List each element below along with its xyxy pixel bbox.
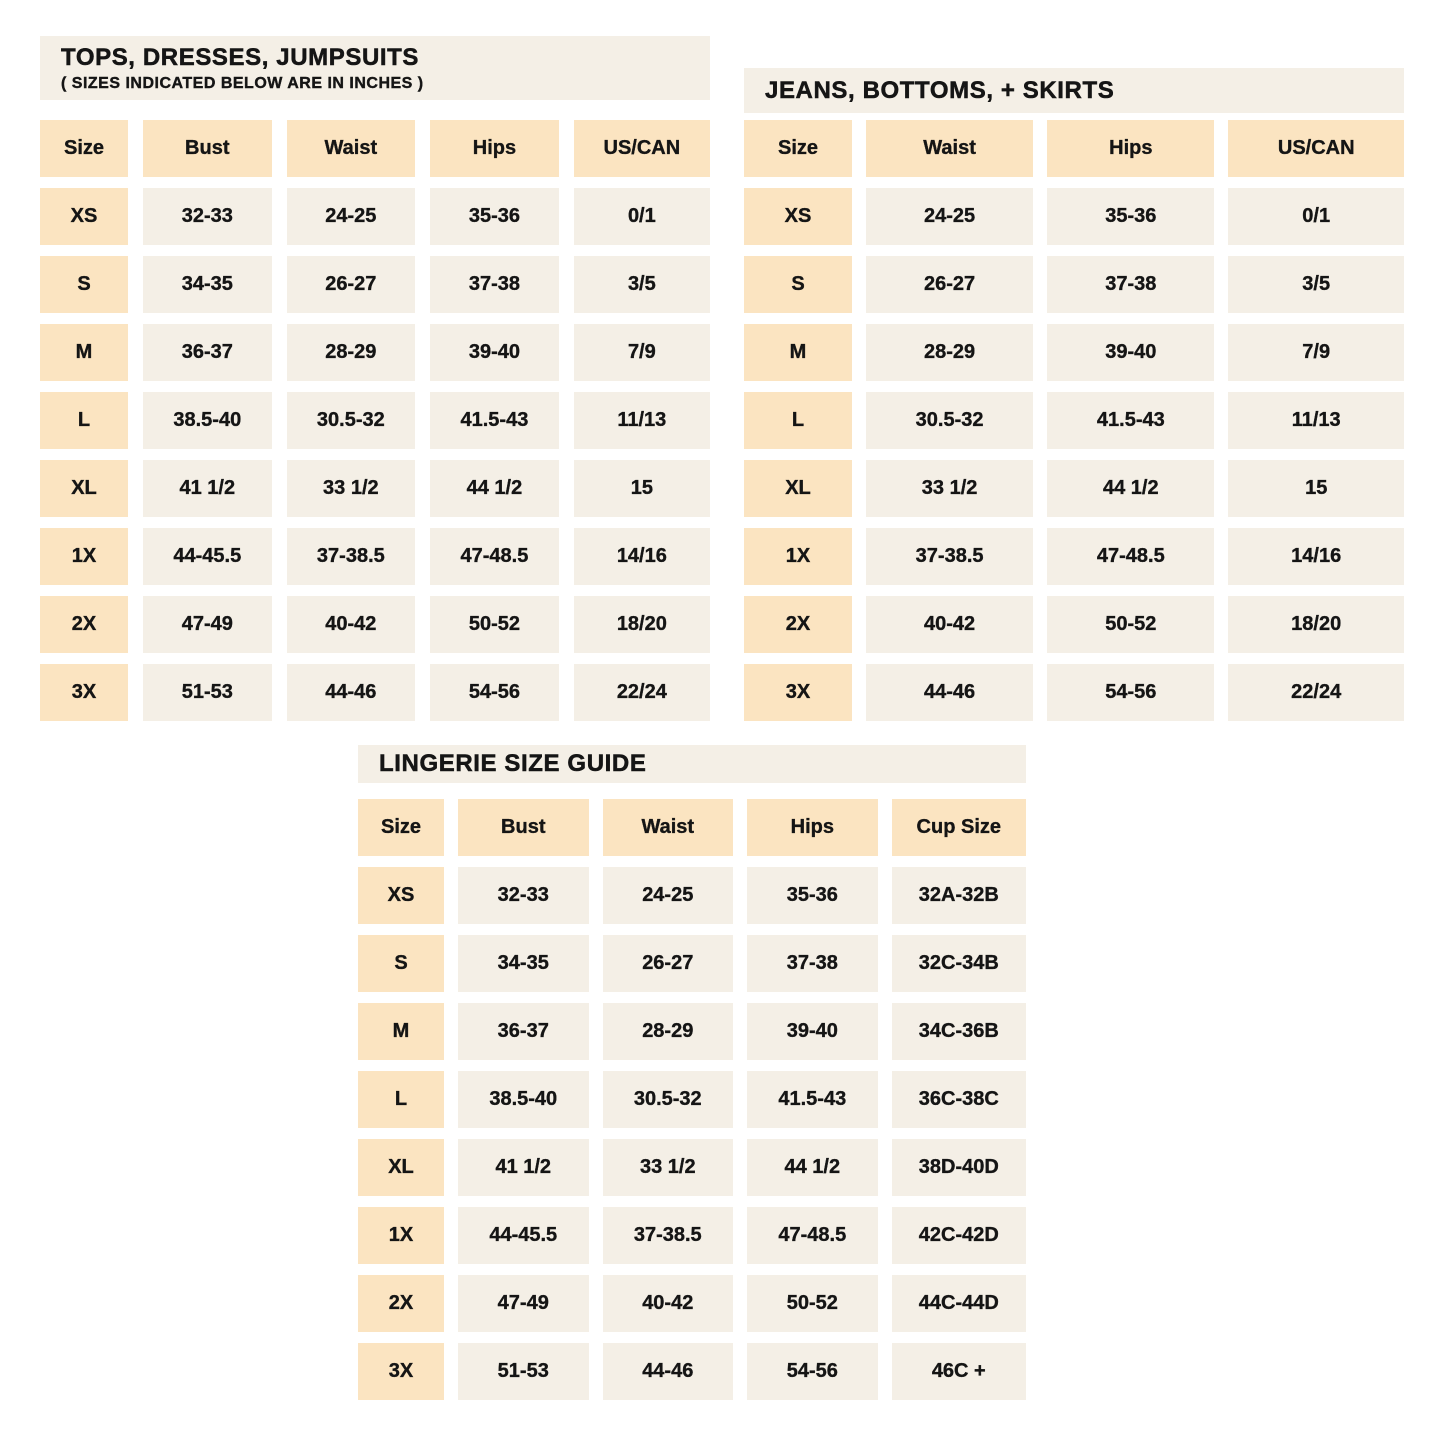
measurement-cell: 44 1/2 xyxy=(747,1139,878,1196)
measurement-cell: 41 1/2 xyxy=(458,1139,589,1196)
measurement-cell: 54-56 xyxy=(747,1343,878,1400)
measurement-cell: 50-52 xyxy=(430,596,559,653)
measurement-cell: 40-42 xyxy=(287,596,416,653)
measurement-cell: 38.5-40 xyxy=(143,392,272,449)
size-label-cell: XS xyxy=(358,867,444,924)
measurement-cell: 0/1 xyxy=(1228,188,1404,245)
lingerie-table-title: LINGERIE SIZE GUIDE xyxy=(379,750,647,777)
size-label-cell: 2X xyxy=(744,596,852,653)
size-label-cell: 2X xyxy=(40,596,128,653)
measurement-cell: 37-38 xyxy=(1047,256,1214,313)
size-label-cell: M xyxy=(744,324,852,381)
measurement-cell: 34C-36B xyxy=(892,1003,1026,1060)
size-label-cell: M xyxy=(40,324,128,381)
size-label-cell: 1X xyxy=(40,528,128,585)
tops-table-grid xyxy=(40,120,710,721)
measurement-cell: 37-38.5 xyxy=(287,528,416,585)
measurement-cell: 7/9 xyxy=(1228,324,1404,381)
tops-table-subtitle: ( SIZES INDICATED BELOW ARE IN INCHES ) xyxy=(61,74,424,92)
measurement-cell: 33 1/2 xyxy=(287,460,416,517)
measurement-cell: 40-42 xyxy=(603,1275,734,1332)
column-header: Bust xyxy=(458,799,589,856)
column-header: US/CAN xyxy=(574,120,710,177)
measurement-cell: 44C-44D xyxy=(892,1275,1026,1332)
size-label-cell: XL xyxy=(358,1139,444,1196)
column-header: Size xyxy=(744,120,852,177)
measurement-cell: 44-45.5 xyxy=(143,528,272,585)
measurement-cell: 35-36 xyxy=(747,867,878,924)
size-label-cell: 1X xyxy=(358,1207,444,1264)
measurement-cell: 54-56 xyxy=(430,664,559,721)
measurement-cell: 3/5 xyxy=(574,256,710,313)
measurement-cell: 37-38.5 xyxy=(866,528,1033,585)
measurement-cell: 18/20 xyxy=(1228,596,1404,653)
measurement-cell: 41.5-43 xyxy=(747,1071,878,1128)
size-label-cell: 3X xyxy=(358,1343,444,1400)
measurement-cell: 15 xyxy=(1228,460,1404,517)
measurement-cell: 38D-40D xyxy=(892,1139,1026,1196)
measurement-cell: 33 1/2 xyxy=(866,460,1033,517)
measurement-cell: 47-48.5 xyxy=(430,528,559,585)
measurement-cell: 15 xyxy=(574,460,710,517)
measurement-cell: 39-40 xyxy=(747,1003,878,1060)
measurement-cell: 34-35 xyxy=(143,256,272,313)
measurement-cell: 50-52 xyxy=(1047,596,1214,653)
measurement-cell: 26-27 xyxy=(603,935,734,992)
jeans-size-table xyxy=(744,68,1404,721)
measurement-cell: 41 1/2 xyxy=(143,460,272,517)
measurement-cell: 22/24 xyxy=(1228,664,1404,721)
column-header: US/CAN xyxy=(1228,120,1404,177)
measurement-cell: 47-48.5 xyxy=(747,1207,878,1264)
column-header: Hips xyxy=(1047,120,1214,177)
measurement-cell: 35-36 xyxy=(430,188,559,245)
size-label-cell: M xyxy=(358,1003,444,1060)
measurement-cell: 30.5-32 xyxy=(603,1071,734,1128)
measurement-cell: 36-37 xyxy=(143,324,272,381)
size-label-cell: 3X xyxy=(744,664,852,721)
tops-table-title-banner xyxy=(40,36,710,100)
size-label-cell: L xyxy=(40,392,128,449)
size-label-cell: 2X xyxy=(358,1275,444,1332)
measurement-cell: 44-46 xyxy=(287,664,416,721)
size-label-cell: 3X xyxy=(40,664,128,721)
measurement-cell: 47-49 xyxy=(143,596,272,653)
column-header: Hips xyxy=(747,799,878,856)
measurement-cell: 22/24 xyxy=(574,664,710,721)
measurement-cell: 32-33 xyxy=(143,188,272,245)
measurement-cell: 33 1/2 xyxy=(603,1139,734,1196)
measurement-cell: 26-27 xyxy=(866,256,1033,313)
measurement-cell: 35-36 xyxy=(1047,188,1214,245)
tops-size-table xyxy=(40,36,710,721)
measurement-cell: 46C + xyxy=(892,1343,1026,1400)
measurement-cell: 24-25 xyxy=(287,188,416,245)
size-label-cell: S xyxy=(744,256,852,313)
measurement-cell: 11/13 xyxy=(1228,392,1404,449)
measurement-cell: 36C-38C xyxy=(892,1071,1026,1128)
tops-table-title: TOPS, DRESSES, JUMPSUITS xyxy=(61,43,420,71)
measurement-cell: 26-27 xyxy=(287,256,416,313)
measurement-cell: 51-53 xyxy=(143,664,272,721)
column-header: Waist xyxy=(287,120,416,177)
measurement-cell: 37-38 xyxy=(430,256,559,313)
measurement-cell: 7/9 xyxy=(574,324,710,381)
measurement-cell: 28-29 xyxy=(603,1003,734,1060)
lingerie-table-grid xyxy=(358,799,1026,1400)
measurement-cell: 44-46 xyxy=(866,664,1033,721)
column-header: Size xyxy=(358,799,444,856)
measurement-cell: 32A-32B xyxy=(892,867,1026,924)
measurement-cell: 50-52 xyxy=(747,1275,878,1332)
jeans-table-title-banner xyxy=(744,68,1404,113)
column-header: Waist xyxy=(603,799,734,856)
measurement-cell: 0/1 xyxy=(574,188,710,245)
measurement-cell: 44 1/2 xyxy=(430,460,559,517)
measurement-cell: 44-45.5 xyxy=(458,1207,589,1264)
column-header: Waist xyxy=(866,120,1033,177)
measurement-cell: 14/16 xyxy=(1228,528,1404,585)
column-header: Cup Size xyxy=(892,799,1026,856)
measurement-cell: 47-48.5 xyxy=(1047,528,1214,585)
lingerie-table-title-banner xyxy=(358,745,1026,783)
size-label-cell: L xyxy=(358,1071,444,1128)
measurement-cell: 28-29 xyxy=(866,324,1033,381)
measurement-cell: 24-25 xyxy=(603,867,734,924)
measurement-cell: 11/13 xyxy=(574,392,710,449)
lingerie-size-table xyxy=(358,745,1026,1400)
column-header: Bust xyxy=(143,120,272,177)
size-label-cell: XS xyxy=(40,188,128,245)
measurement-cell: 34-35 xyxy=(458,935,589,992)
size-label-cell: S xyxy=(358,935,444,992)
measurement-cell: 3/5 xyxy=(1228,256,1404,313)
measurement-cell: 51-53 xyxy=(458,1343,589,1400)
measurement-cell: 32-33 xyxy=(458,867,589,924)
measurement-cell: 30.5-32 xyxy=(287,392,416,449)
measurement-cell: 18/20 xyxy=(574,596,710,653)
size-label-cell: S xyxy=(40,256,128,313)
measurement-cell: 14/16 xyxy=(574,528,710,585)
measurement-cell: 47-49 xyxy=(458,1275,589,1332)
column-header: Size xyxy=(40,120,128,177)
measurement-cell: 32C-34B xyxy=(892,935,1026,992)
measurement-cell: 37-38.5 xyxy=(603,1207,734,1264)
measurement-cell: 40-42 xyxy=(866,596,1033,653)
measurement-cell: 36-37 xyxy=(458,1003,589,1060)
size-label-cell: L xyxy=(744,392,852,449)
size-label-cell: XL xyxy=(744,460,852,517)
measurement-cell: 39-40 xyxy=(1047,324,1214,381)
measurement-cell: 44-46 xyxy=(603,1343,734,1400)
size-label-cell: XL xyxy=(40,460,128,517)
measurement-cell: 42C-42D xyxy=(892,1207,1026,1264)
measurement-cell: 39-40 xyxy=(430,324,559,381)
measurement-cell: 54-56 xyxy=(1047,664,1214,721)
size-label-cell: 1X xyxy=(744,528,852,585)
measurement-cell: 24-25 xyxy=(866,188,1033,245)
measurement-cell: 28-29 xyxy=(287,324,416,381)
measurement-cell: 41.5-43 xyxy=(1047,392,1214,449)
column-header: Hips xyxy=(430,120,559,177)
size-label-cell: XS xyxy=(744,188,852,245)
jeans-table-grid xyxy=(744,120,1404,721)
measurement-cell: 30.5-32 xyxy=(866,392,1033,449)
measurement-cell: 38.5-40 xyxy=(458,1071,589,1128)
jeans-table-title: JEANS, BOTTOMS, + SKIRTS xyxy=(765,76,1115,104)
measurement-cell: 41.5-43 xyxy=(430,392,559,449)
measurement-cell: 37-38 xyxy=(747,935,878,992)
measurement-cell: 44 1/2 xyxy=(1047,460,1214,517)
